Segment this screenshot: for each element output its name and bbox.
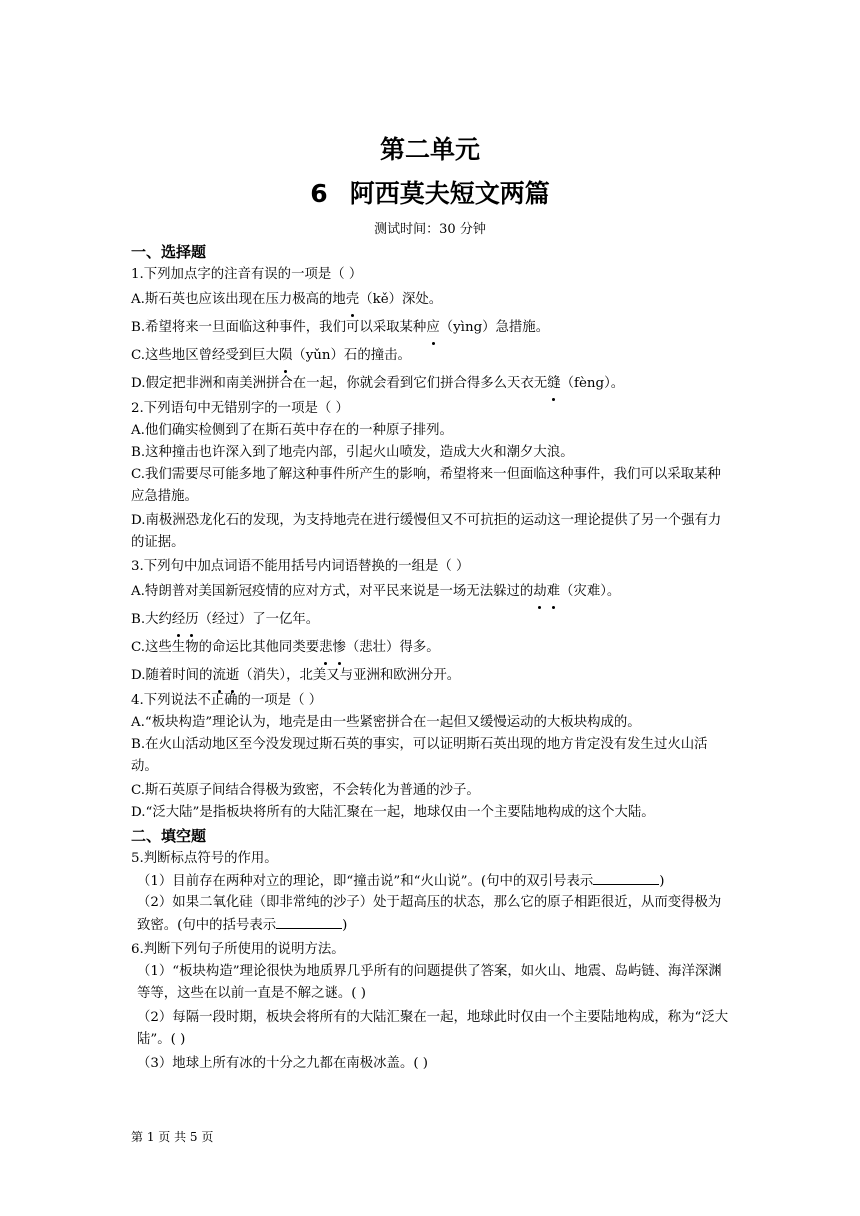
section-title-fill: 二、填空题 xyxy=(131,827,207,845)
dotted-char: 惨 xyxy=(333,634,346,662)
question-4-option-a: A.“板块构造”理论认为，地壳是由一些紧密拼合在一起但又缓慢运动的大板块构成的。 xyxy=(131,715,641,730)
question-2-option-b: B.这种撞击也许深入到了地壳内部，引起火山喷发，造成大火和潮夕大浪。 xyxy=(131,445,574,460)
question-3-option-a: A.特朗普对美国新冠疫情的应对方式，对平民来说是一场无法躲过的劫难（灾难）。 xyxy=(131,578,731,606)
question-4-stem: 4.下列说法不正确的一项是（ ） xyxy=(131,693,323,708)
question-4-option-d: D.“泛大陆”是指板块将所有的大陆汇聚在一起，地球仅由一个主要陆地构成的这个大陆。 xyxy=(131,805,655,820)
question-6-stem: 6.判断下列句子所使用的说明方法。 xyxy=(131,942,345,957)
test-time: 测试时间：30 分钟 xyxy=(374,222,486,237)
dotted-char: 流 xyxy=(212,662,225,690)
question-6-item-1: （1）“板块构造”理论很快为地质界几乎所有的问题提供了答案，如火山、地震、岛屿链、海洋深渊等等，这些在以前一直是不解之谜。( ) xyxy=(137,964,722,1001)
dotted-char: 劫 xyxy=(533,578,546,606)
question-4-option-b: B.在火山活动地区至今没发现过斯石英的事实，可以证明斯石英出现的地方肯定没有发生过火山活动。 xyxy=(131,737,708,774)
dotted-char: 应 xyxy=(426,314,439,342)
dotted-char: 壳 xyxy=(346,286,359,314)
question-1-option-b: B.希望将来一旦面临这种事件，我们可以采取某种应（yìng）急措施。 xyxy=(131,314,731,342)
unit-title: 第二单元 xyxy=(379,135,480,164)
question-3-option-b: B.大约经历（经过）了一亿年。 xyxy=(131,606,731,634)
question-3-stem: 3.下列句中加点词语不能用括号内词语替换的一组是（ ） xyxy=(131,559,470,574)
question-5-stem: 5.判断标点符号的作用。 xyxy=(131,851,278,866)
question-2-option-d: D.南极洲恐龙化石的发现，为支持地壳在进行缓慢但又不可抗拒的运动这一理论提供了另一个强有力的证据。 xyxy=(131,513,722,550)
question-2-stem: 2.下列语句中无错别字的一项是（ ） xyxy=(131,401,349,416)
question-2-option-c: C.我们需要尽可能多地了解这种事件所产生的影响，希望将来一但面临这种事件，我们可以采取某种应急措施。 xyxy=(131,467,721,504)
dotted-char: 难 xyxy=(547,578,560,606)
answer-blank[interactable] xyxy=(276,914,342,929)
question-2-option-a: A.他们确实检侧到了在斯石英中存在的一种原子排列。 xyxy=(131,423,453,438)
question-6-item-3: （3）地球上所有冰的十分之九都在南极冰盖。( ) xyxy=(137,1056,429,1071)
question-6-item-2: （2）每隔一段时期，板块会将所有的大陆汇聚在一起，地球此时仅由一个主要陆地构成，称为“泛大陆”。( ) xyxy=(137,1010,729,1047)
question-4-option-c: C.斯石英原子间结合得极为致密，不会转化为普通的沙子。 xyxy=(131,783,480,798)
lesson-title xyxy=(0,174,860,210)
dotted-char: 经 xyxy=(172,606,185,634)
exam-content xyxy=(131,240,731,1075)
page-footer: 第 1 页 共 5 页 xyxy=(131,1130,214,1144)
question-1-option-a: A.斯石英也应该出现在压力极高的地壳（kě）深处。 xyxy=(131,286,731,314)
section-title-choice: 一、选择题 xyxy=(131,243,207,261)
question-1-option-d: D.假定把非洲和南美洲拼合在一起，你就会看到它们拼合得多么天衣无缝（fèng）。 xyxy=(131,370,731,398)
answer-blank[interactable] xyxy=(593,870,659,885)
dotted-char: 历 xyxy=(185,606,198,634)
question-3-option-d: D.随着时间的流逝（消失），北美又与亚洲和欧洲分开。 xyxy=(131,662,731,690)
lesson-number: 6 xyxy=(310,179,328,208)
question-1-option-c: C.这些地区曾经受到巨大陨（yǔn）石的撞击。 xyxy=(131,342,731,370)
question-5-item-2: （2）如果二氧化硅（即非常纯的沙子）处于超高压的状态，那么它的原子相距很近，从而变得极为致密。(句中的括号表示 ) xyxy=(137,895,722,933)
question-5-item-1: （1）目前存在两种对立的理论，即“撞击说”和“火山说”。(句中的双引号表示 ) xyxy=(131,870,731,892)
dotted-char: 逝 xyxy=(226,662,239,690)
lesson-name: 阿西莫夫短文两篇 xyxy=(349,179,550,208)
dotted-char: 悲 xyxy=(319,634,332,662)
question-1-stem: 1.下列加点字的注音有误的一项是（ ） xyxy=(131,267,363,282)
question-3-option-c: C.这些生物的命运比其他同类要悲惨（悲壮）得多。 xyxy=(131,634,731,662)
dotted-char: 缝 xyxy=(547,370,560,398)
dotted-char: 陨 xyxy=(279,342,292,370)
